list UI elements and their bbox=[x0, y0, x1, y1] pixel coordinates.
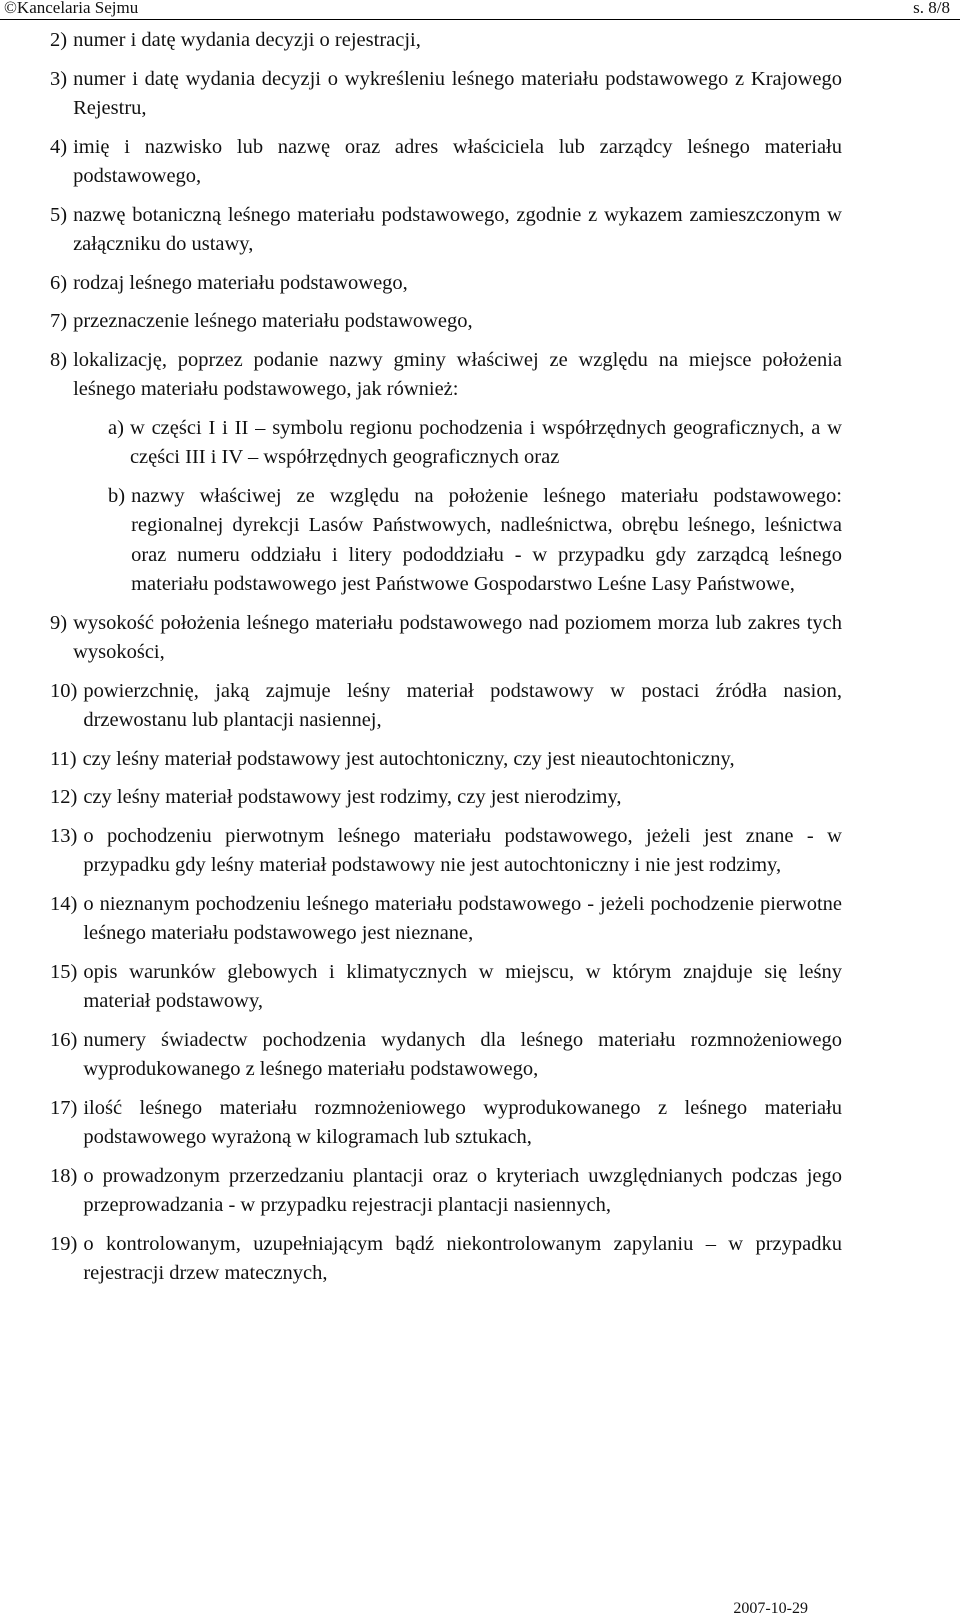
subitem-letter: a) bbox=[108, 416, 124, 439]
item-text: o pochodzeniu pierwotnym leśnego materiału podstawowego, jeżeli jest znane - w przypadku gdy leśny materiał podstawowy nie jest autochtoniczny i nie jest rodzimy, bbox=[83, 824, 842, 876]
item-number: 11) bbox=[50, 747, 77, 770]
item-text: numer i datę wydania decyzji o rejestracji, bbox=[73, 29, 421, 51]
item-number: 18) bbox=[50, 1164, 78, 1187]
list-item bbox=[50, 958, 842, 1017]
sub-list-item bbox=[108, 414, 842, 473]
item-text: wysokość położenia leśnego materiału podstawowego nad poziomem morza lub zakres tych wysokości, bbox=[73, 611, 842, 663]
item-number: 7) bbox=[50, 310, 68, 332]
sub-list-item bbox=[108, 482, 842, 600]
item-number: 2) bbox=[50, 29, 68, 51]
item-number: 13) bbox=[50, 824, 78, 847]
list-item bbox=[50, 133, 842, 192]
list-item bbox=[50, 609, 842, 668]
item-text: przeznaczenie leśnego materiału podstawowego, bbox=[73, 310, 473, 332]
list-item bbox=[50, 783, 842, 813]
item-number: 8) bbox=[50, 348, 68, 371]
subitem-text: nazwy właściwej ze względu na położenie leśnego materiału podstawowego: regionalnej dyrekcji Lasów Państwowych, nadleśnictwa, obrębu leśnego, leśnictwa oraz numeru oddziału i litery pododdziału - w przypadku gdy zarządcą leśnego materiału podstawowego jest Państwowe Gospodarstwo Leśne Lasy Państwowe, bbox=[131, 484, 842, 595]
page-number: s. 8/8 bbox=[913, 0, 950, 17]
item-number: 12) bbox=[50, 786, 78, 808]
list-item bbox=[50, 677, 842, 736]
item-text: czy leśny materiał podstawowy jest rodzimy, czy jest nierodzimy, bbox=[83, 786, 622, 808]
item-number: 5) bbox=[50, 203, 68, 226]
item-text: opis warunków glebowych i klimatycznych w miejscu, w którym znajduje się leśny materiał podstawowy, bbox=[83, 960, 842, 1012]
item-text: powierzchnię, jaką zajmuje leśny materiał podstawowy w postaci źródła nasion, drzewostanu lub plantacji nasiennej, bbox=[83, 679, 842, 731]
item-number: 19) bbox=[50, 1232, 78, 1255]
list-item bbox=[50, 890, 842, 949]
list-item bbox=[50, 269, 842, 299]
list-item bbox=[50, 745, 842, 775]
copyright-label: ©Kancelaria Sejmu bbox=[4, 0, 139, 17]
list-item bbox=[50, 822, 842, 881]
list-item bbox=[50, 346, 842, 405]
item-text: numery świadectw pochodzenia wydanych dla leśnego materiału rozmnożeniowego wyprodukowanego z leśnego materiału podstawowego, bbox=[83, 1028, 842, 1080]
document-date: 2007-10-29 bbox=[733, 1600, 808, 1617]
page-header bbox=[0, 0, 960, 20]
list-item bbox=[50, 307, 842, 337]
item-text: lokalizację, poprzez podanie nazwy gminy właściwej ze względu na miejsce położenia leśnego materiału podstawowego, jak również: bbox=[73, 348, 842, 400]
subitem-letter: b) bbox=[108, 484, 126, 507]
item-number: 17) bbox=[50, 1096, 78, 1119]
document-body bbox=[50, 26, 842, 1298]
item-text: o prowadzonym przerzedzaniu plantacji oraz o kryteriach uwzględnianych podczas jego przeprowadzania - w przypadku rejestracji plantacji nasiennych, bbox=[83, 1164, 842, 1216]
item-number: 3) bbox=[50, 67, 68, 90]
list-item bbox=[50, 1026, 842, 1085]
item-number: 14) bbox=[50, 892, 78, 915]
item-number: 9) bbox=[50, 611, 68, 634]
item-number: 16) bbox=[50, 1028, 78, 1051]
item-text: imię i nazwisko lub nazwę oraz adres właściciela lub zarządcy leśnego materiału podstawowego, bbox=[73, 135, 842, 187]
item-number: 4) bbox=[50, 135, 68, 158]
item-text: numer i datę wydania decyzji o wykreśleniu leśnego materiału podstawowego z Krajowego Rejestru, bbox=[73, 67, 842, 119]
list-item bbox=[50, 26, 842, 56]
list-item bbox=[50, 1162, 842, 1221]
subitem-text: w części I i II – symbolu regionu pochodzenia i współrzędnych geograficznych, a w części III i IV – współrzędnych geograficznych oraz bbox=[129, 416, 842, 468]
item-number: 10) bbox=[50, 679, 78, 702]
list-item bbox=[50, 1230, 842, 1289]
list-item bbox=[50, 201, 842, 260]
item-text: ilość leśnego materiału rozmnożeniowego wyprodukowanego z leśnego materiału podstawowego wyrażoną w kilogramach lub sztukach, bbox=[83, 1096, 842, 1148]
item-number: 15) bbox=[50, 960, 78, 983]
item-text: czy leśny materiał podstawowy jest autochtoniczny, czy jest nieautochtoniczny, bbox=[82, 747, 735, 770]
item-text: o nieznanym pochodzeniu leśnego materiału podstawowego - jeżeli pochodzenie pierwotne leśnego materiału podstawowego jest nieznane, bbox=[83, 892, 842, 944]
list-item bbox=[50, 65, 842, 124]
item-text: rodzaj leśnego materiału podstawowego, bbox=[73, 271, 408, 294]
header-divider bbox=[0, 19, 960, 20]
item-text: o kontrolowanym, uzupełniającym bądź niekontrolowanym zapylaniu – w przypadku rejestracji drzew matecznych, bbox=[83, 1232, 842, 1284]
list-item bbox=[50, 1094, 842, 1153]
item-text: nazwę botaniczną leśnego materiału podstawowego, zgodnie z wykazem zamieszczonym w załączniku do ustawy, bbox=[73, 203, 842, 255]
item-number: 6) bbox=[50, 271, 68, 294]
